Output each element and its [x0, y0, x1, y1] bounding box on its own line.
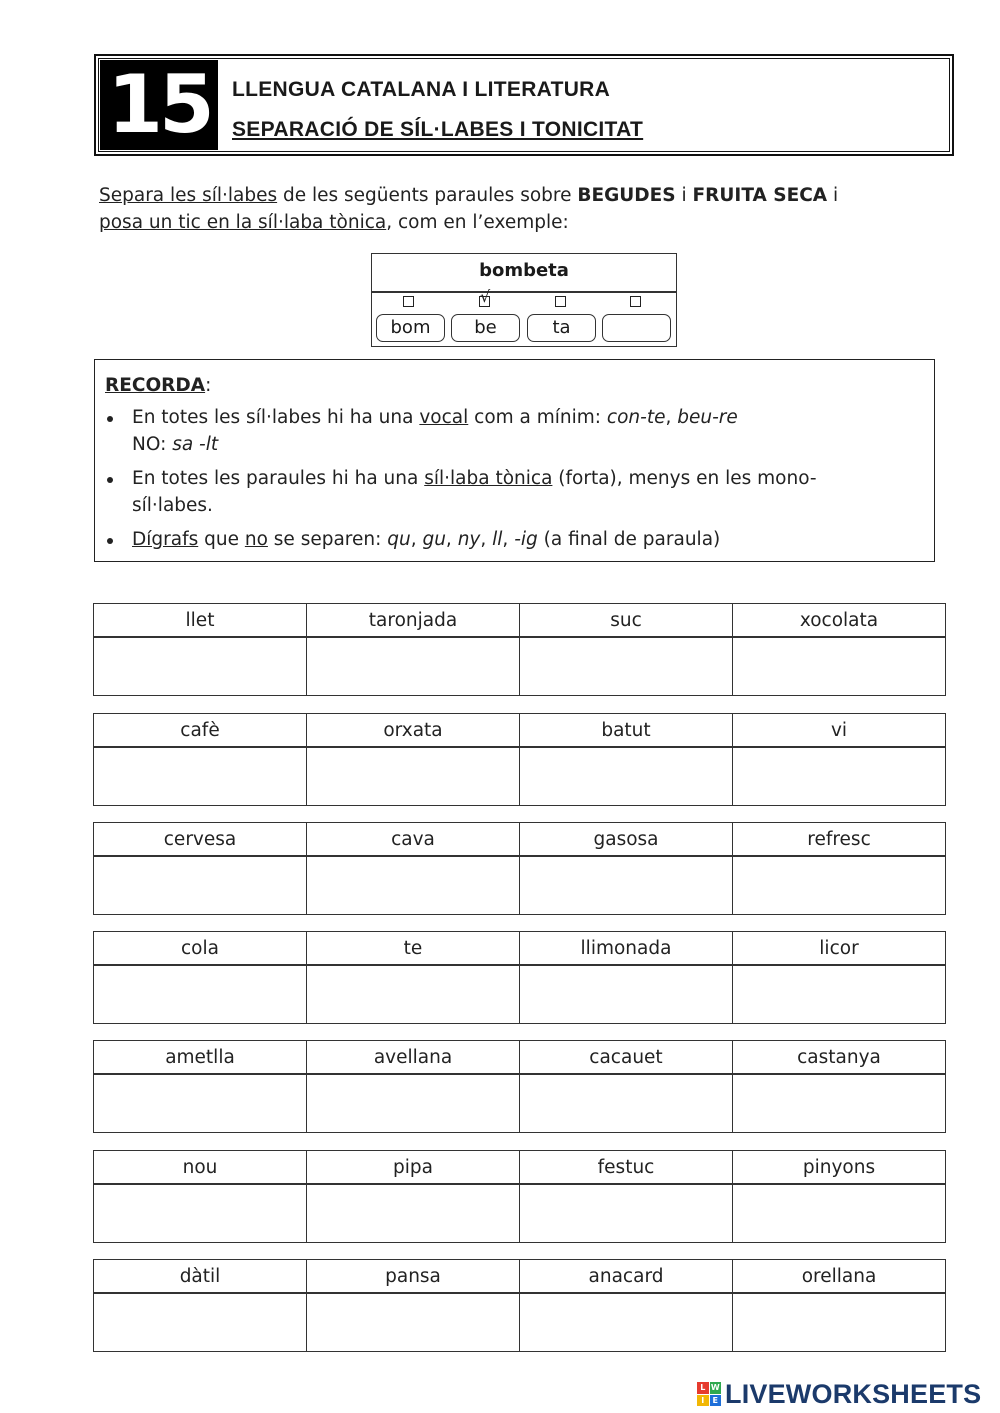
example-checkbox-1	[403, 296, 414, 307]
instr-underlined-1: Separa les síl·labes	[99, 185, 278, 206]
word-cell: pinyons	[733, 1151, 946, 1185]
word-cell: suc	[520, 604, 733, 638]
brand-logo-cell: E	[710, 1395, 722, 1407]
answer-cell[interactable]	[520, 747, 733, 806]
word-cell: xocolata	[733, 604, 946, 638]
answer-cell[interactable]	[733, 1293, 946, 1352]
answer-cell[interactable]	[520, 637, 733, 696]
word-cell: vi	[733, 714, 946, 748]
answer-cell[interactable]	[520, 965, 733, 1024]
answer-cell[interactable]	[307, 747, 520, 806]
instructions	[99, 182, 939, 236]
word-cell: orxata	[307, 714, 520, 748]
answer-cell[interactable]	[520, 856, 733, 915]
answer-cell[interactable]	[94, 747, 307, 806]
brand-logo-cell: W	[710, 1383, 720, 1392]
word-cell: castanya	[733, 1041, 946, 1075]
answer-cell[interactable]	[520, 1184, 733, 1243]
word-cell: ametlla	[94, 1041, 307, 1075]
word-cell: festuc	[520, 1151, 733, 1185]
word-table	[93, 1259, 946, 1352]
word-cell: gasosa	[520, 823, 733, 857]
word-cell: batut	[520, 714, 733, 748]
answer-cell[interactable]	[307, 965, 520, 1024]
example-box	[371, 253, 677, 347]
word-cell: dàtil	[94, 1260, 307, 1294]
answer-cell[interactable]	[307, 1293, 520, 1352]
word-table	[93, 1150, 946, 1243]
word-cell: cola	[94, 932, 307, 966]
answer-cell[interactable]	[94, 637, 307, 696]
answer-cell[interactable]	[733, 965, 946, 1024]
brand-logo-cell: L	[697, 1382, 709, 1394]
word-cell: avellana	[307, 1041, 520, 1075]
instr-text-2: de les següents paraules sobre	[277, 185, 578, 206]
answer-cell[interactable]	[733, 856, 946, 915]
word-table	[93, 931, 946, 1024]
answer-cell[interactable]	[307, 856, 520, 915]
answer-cell[interactable]	[733, 1074, 946, 1133]
answer-cell[interactable]	[94, 1184, 307, 1243]
word-cell: cafè	[94, 714, 307, 748]
answer-cell[interactable]	[733, 637, 946, 696]
answer-cell[interactable]	[94, 1293, 307, 1352]
instr-bold-begudes: BEGUDES	[577, 185, 676, 206]
recorda-list	[105, 404, 914, 560]
instr-text-6: i	[827, 185, 839, 206]
answer-cell[interactable]	[520, 1074, 733, 1133]
answer-cell[interactable]	[94, 1074, 307, 1133]
example-word: bombeta	[372, 254, 676, 293]
word-cell: te	[307, 932, 520, 966]
example-checkbox-3	[555, 296, 566, 307]
word-table	[93, 713, 946, 806]
word-cell: llet	[94, 604, 307, 638]
word-cell: orellana	[733, 1260, 946, 1294]
word-cell: anacard	[520, 1260, 733, 1294]
word-cell: pansa	[307, 1260, 520, 1294]
word-cell: nou	[94, 1151, 307, 1185]
brand-text: LIVEWORKSHEETS	[725, 1378, 982, 1409]
recorda-item-digraphs: Dígrafs que no se separen: qu, gu, ny, ll, -ig (a final de paraula)	[105, 526, 914, 553]
word-table	[93, 603, 946, 696]
recorda-item-tonic: En totes les paraules hi ha una síl·laba tònica (forta), menys en les mono- síl·labes.	[105, 465, 914, 519]
worksheet-header	[94, 54, 954, 156]
word-cell: llimonada	[520, 932, 733, 966]
topic-subtitle: SEPARACIÓ DE SÍL·LABES I TONICITAT	[232, 118, 644, 141]
liveworksheets-brand	[697, 1375, 981, 1413]
instr-text-8: , com en l’exemple:	[386, 212, 569, 233]
answer-cell[interactable]	[307, 1074, 520, 1133]
answer-cell[interactable]	[520, 1293, 733, 1352]
example-tick: √	[480, 287, 491, 306]
word-table	[93, 822, 946, 915]
answer-cell[interactable]	[733, 1184, 946, 1243]
word-cell: licor	[733, 932, 946, 966]
instr-bold-fruita-seca: FRUITA SECA	[692, 185, 828, 206]
answer-cell[interactable]	[94, 856, 307, 915]
recorda-box	[94, 359, 935, 562]
answer-cell[interactable]	[307, 637, 520, 696]
instr-underlined-2: posa un tic en la síl·laba tònica	[99, 212, 387, 233]
word-cell: cava	[307, 823, 520, 857]
example-syllable-1: bom	[376, 314, 445, 342]
answer-cell[interactable]	[733, 747, 946, 806]
brand-logo-cell: I	[697, 1395, 709, 1407]
word-cell: taronjada	[307, 604, 520, 638]
word-cell: refresc	[733, 823, 946, 857]
example-checkbox-4	[630, 296, 641, 307]
example-syllable-2: be	[451, 314, 520, 342]
word-cell: cervesa	[94, 823, 307, 857]
subject-title: LLENGUA CATALANA I LITERATURA	[232, 78, 611, 101]
example-syllable-4	[602, 314, 671, 342]
instr-text-4: i	[675, 185, 693, 206]
recorda-item-vowel: En totes les síl·labes hi ha una vocal com a mínim: con-te, beu-re NO: sa -lt	[105, 404, 914, 458]
example-syllable-3: ta	[527, 314, 596, 342]
answer-cell[interactable]	[94, 965, 307, 1024]
unit-number: 15	[100, 60, 218, 150]
word-cell: pipa	[307, 1151, 520, 1185]
brand-logo-icon	[697, 1382, 721, 1406]
answer-cell[interactable]	[307, 1184, 520, 1243]
word-cell: cacauet	[520, 1041, 733, 1075]
recorda-heading: RECORDA:	[105, 375, 212, 396]
word-table	[93, 1040, 946, 1133]
